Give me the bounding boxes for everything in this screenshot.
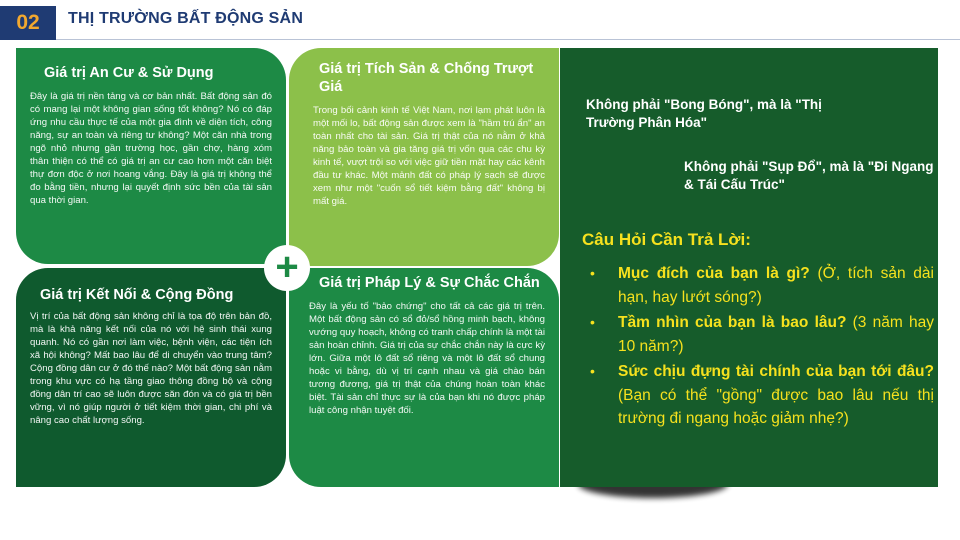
question-text: Sức chịu đựng tài chính của bạn tới đâu? [618, 363, 934, 380]
card-body: Vị trí của bất động sản không chỉ là tọa độ trên bản đồ, mà là khả năng kết nối của nó với hệ sinh thái xung quanh. Nó có gần nơi làm việc, bệnh viện, các tiện ích xã hội không? Mất bao lâu để di chuyển vào trung tâm? Cộng đồng dân cư ở đó thế nào? Một bất động sản nằm trong khu vực có hạ tầng giao thông đồng bộ và cộng đồng dân trí cao sẽ luôn được săn đón và có giá trị bền vững, vì nó giúp người ở tiết kiệm thời gian, chi phí và nâng cao chất lượng sống. [30, 311, 272, 426]
question-item [582, 360, 934, 431]
card-body: Đây là yếu tố "bảo chứng" cho tất cả các giá trị trên. Một bất động sản có sổ đỏ/sổ hồng minh bạch, không vướng quy hoạch, không có tranh chấp chính là một tài sản hoàn chỉnh. Giá trị của sự chắc chắn này là cực kỳ lớn. Giữa một lô đất sổ riêng và một lô đất sổ chung hoặc vi bằng, dù vị trí cạnh nhau và giá chào bán tương đương, giá trị thật của chúng hoàn toàn khác biệt. Tài sản chỉ thực sự là của bạn khi nó được pháp luật công nhận tuyệt đối. [309, 301, 545, 416]
card-legal-value [289, 268, 559, 487]
questions-list [582, 262, 934, 433]
question-text: Mục đích của bạn là gì? [618, 265, 810, 282]
bullet-icon: • [590, 265, 595, 281]
market-statement-2: Không phải "Sụp Đổ", mà là "Đi Ngang & Tái Cấu Trúc" [684, 159, 934, 192]
question-item [582, 262, 934, 309]
card-living-value [16, 48, 286, 264]
card-body: Trong bối cảnh kinh tế Việt Nam, nơi lạm phát luôn là một mối lo, bất động sản được xem là "hầm trú ẩn" an toàn nhất cho tài sản. Giá trị thật của nó nằm ở khả năng bảo toàn và gia tăng giá trị vốn qua các chu kỳ kinh tế, vượt trội so với việc giữ tiền mặt hay các kênh đầu tư khác. Một mảnh đất có pháp lý sạch sẽ được xem như một "cuốn sổ tiết kiệm bằng đất" không bị mất giá. [313, 105, 545, 207]
card-body: Đây là giá trị nền tảng và cơ bản nhất. Bất động sản đó có mang lại một không gian sống tốt không? Nó có đáp ứng nhu cầu thực tế của một gia đình về diện tích, công năng, sự an toàn và riêng tư không? Một căn nhà trong ngõ nhỏ nhưng gần trường học, gần chợ, hàng xóm thân thiện có thể có giá trị an cư cao hơn một căn biệt thự đơn độc ở nơi hoang vắng. Đây là giá trị không thể đo bằng tiền, nhưng lại quyết định sức bền của tài sản qua thời gian. [30, 91, 272, 206]
bullet-icon: • [590, 314, 595, 330]
questions-heading: Câu Hỏi Cần Trả Lời: [582, 230, 751, 249]
plus-icon: + [264, 245, 310, 291]
card-connection-value [16, 268, 286, 487]
questions-panel [560, 48, 938, 487]
card-title: Giá trị Kết Nối & Cộng Đồng [40, 287, 234, 303]
slide-title: THỊ TRƯỜNG BẤT ĐỘNG SẢN [68, 10, 304, 27]
header-divider [56, 39, 960, 40]
question-item [582, 311, 934, 358]
slide-header [0, 0, 960, 44]
bullet-icon: • [590, 363, 595, 379]
question-note: (3 năm hay 10 năm?) [618, 314, 934, 355]
card-title: Giá trị An Cư & Sử Dụng [44, 65, 214, 81]
card-asset-value [289, 48, 559, 266]
card-title: Giá trị Pháp Lý & Sự Chắc Chắn [319, 275, 540, 291]
section-number-badge: 02 [0, 6, 56, 40]
card-title: Giá trị Tích Sản & Chống Trượt Giá [319, 61, 534, 95]
question-note: (Bạn có thể "gồng" được bao lâu nếu thị trường đi ngang hoặc giảm nhẹ?) [618, 386, 934, 427]
question-text: Tầm nhìn của bạn là bao lâu? [618, 314, 847, 331]
market-statement-1: Không phải "Bong Bóng", mà là "Thị Trường Phân Hóa" [586, 97, 822, 130]
question-note: (Ở, tích sản dài hạn, hay lướt sóng?) [618, 265, 934, 306]
